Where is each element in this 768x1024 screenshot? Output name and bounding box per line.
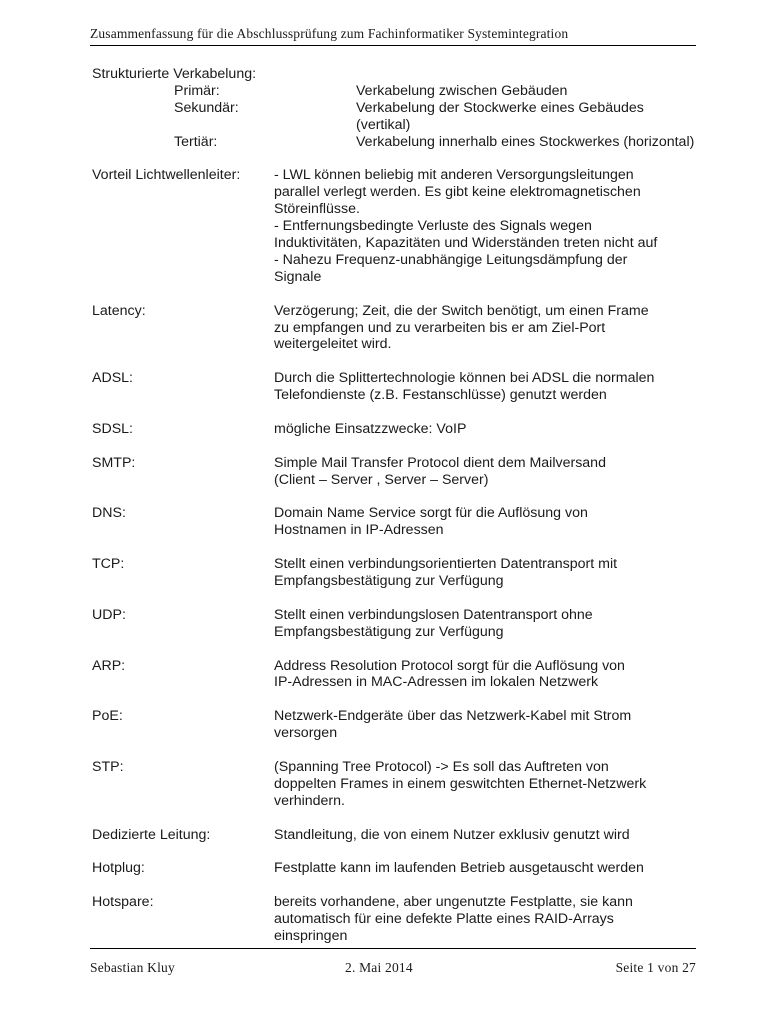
glossary-definition: Stellt einen verbindungslosen Datentransport ohne Empfangsbestätigung zur Verfügung xyxy=(274,606,593,640)
glossary-term: TCP: xyxy=(92,556,125,573)
glossary-definition: Durch die Splittertechnologie können bei ADSL die normalen Telefondienste (z.B. Festanschlüsse) genutzt werden xyxy=(274,370,655,404)
cabling-item xyxy=(92,100,698,134)
glossary-entry xyxy=(92,455,698,489)
glossary-entry xyxy=(92,607,698,641)
glossary-term: ADSL: xyxy=(92,370,134,387)
glossary-term: DNS: xyxy=(92,505,126,522)
document-body xyxy=(92,66,698,945)
glossary-definition: mögliche Einsatzzwecke: VoIP xyxy=(274,420,467,437)
cabling-item xyxy=(92,83,698,100)
glossary-definition: Netzwerk-Endgeräte über das Netzwerk-Kabel mit Strom versorgen xyxy=(274,708,632,742)
glossary-definition: - LWL können beliebig mit anderen Versorgungsleitungen parallel verlegt werden. Es gibt keine elektromagnetischen Störeinflüsse. - Entfernungsbedingte Verluste des Signals wegen Induktivitäten, Kapazitäten und Widerständen treten nicht auf - Nahezu Frequenz-unabhängige Leitungsdämpfung der Signale xyxy=(274,167,658,285)
glossary-entry xyxy=(92,370,698,404)
footer-divider xyxy=(90,948,696,949)
glossary-definition: Festplatte kann im laufenden Betrieb ausgetauscht werden xyxy=(274,860,644,877)
glossary-term: UDP: xyxy=(92,606,126,623)
glossary-definition: Domain Name Service sorgt für die Auflösung von Hostnamen in IP-Adressen xyxy=(274,505,588,539)
cabling-item-value: Verkabelung innerhalb eines Stockwerkes (horizontal) xyxy=(356,133,695,150)
cabling-item-value: Verkabelung zwischen Gebäuden xyxy=(356,82,568,99)
glossary-entry xyxy=(92,556,698,590)
glossary-entry xyxy=(92,708,698,742)
glossary-term: Dedizierte Leitung: xyxy=(92,826,211,843)
footer-author: Sebastian Kluy xyxy=(90,960,175,975)
glossary-definition: (Spanning Tree Protocol) -> Es soll das Auftreten von doppelten Frames in einem geswitchten Ethernet-Netzwerk verhindern. xyxy=(274,758,647,809)
cabling-item-label: Tertiär: xyxy=(174,133,218,150)
glossary-entry xyxy=(92,421,698,438)
glossary-definition: bereits vorhandene, aber ungenutzte Festplatte, sie kann automatisch für eine defekte Platte eines RAID-Arrays einspringen xyxy=(274,894,633,944)
cabling-item-label: Primär: xyxy=(174,82,220,99)
cabling-item-value: Verkabelung der Stockwerke eines Gebäudes (vertikal) xyxy=(356,99,644,133)
glossary-entry xyxy=(92,759,698,810)
glossary-term: Hotplug: xyxy=(92,860,145,877)
glossary-term: SDSL: xyxy=(92,420,134,437)
glossary-entry xyxy=(92,303,698,354)
glossary-definition: Simple Mail Transfer Protocol dient dem Mailversand (Client – Server , Server – Server) xyxy=(274,454,606,488)
glossary-definition: Standleitung, die von einem Nutzer exklusiv genutzt wird xyxy=(274,826,630,843)
glossary-term: PoE: xyxy=(92,708,123,725)
glossary-definition: Verzögerung; Zeit, die der Switch benötigt, um einen Frame zu empfangen und zu verarbeiten bis er am Ziel-Port weitergeleitet wird. xyxy=(274,302,649,353)
glossary-term: ARP: xyxy=(92,657,126,674)
header-title: Zusammenfassung für die Abschlussprüfung zum Fachinformatiker Systemintegration xyxy=(90,26,569,41)
glossary-term: Hotspare: xyxy=(92,894,154,911)
cabling-item xyxy=(92,134,698,151)
glossary-term: SMTP: xyxy=(92,454,136,471)
glossary-entry xyxy=(92,505,698,539)
glossary-entry xyxy=(92,860,698,877)
glossary-term: STP: xyxy=(92,758,124,775)
cabling-item-label: Sekundär: xyxy=(174,99,239,116)
glossary-entry xyxy=(92,167,698,285)
glossary-term: Vorteil Lichtwellenleiter: xyxy=(92,167,241,184)
glossary-term: Latency: xyxy=(92,302,146,319)
glossary-entry xyxy=(92,894,698,945)
footer-page-number: Seite 1 von 27 xyxy=(615,960,696,975)
glossary-definition: Address Resolution Protocol sorgt für die Auflösung von IP-Adressen in MAC-Adressen im lokalen Netzwerk xyxy=(274,657,625,691)
glossary-definition: Stellt einen verbindungsorientierten Datentransport mit Empfangsbestätigung zur Verfügung xyxy=(274,556,618,590)
cabling-section-title: Strukturierte Verkabelung: xyxy=(92,66,257,82)
page-header xyxy=(90,26,696,46)
glossary-entry xyxy=(92,827,698,844)
footer-date: 2. Mai 2014 xyxy=(345,960,413,975)
glossary-entry xyxy=(92,658,698,692)
